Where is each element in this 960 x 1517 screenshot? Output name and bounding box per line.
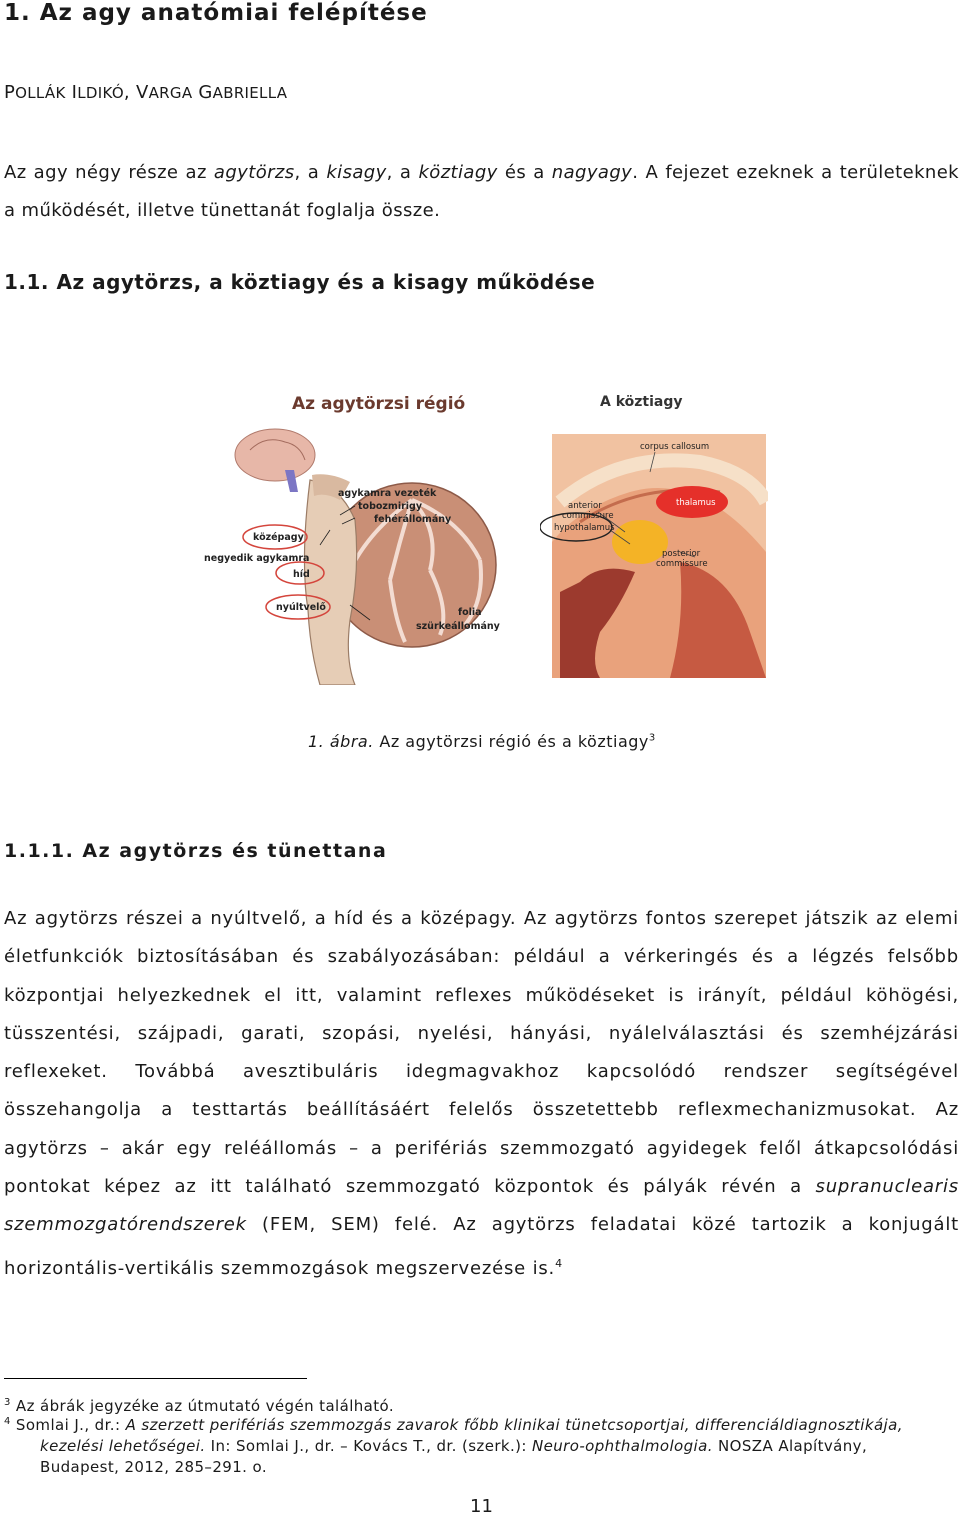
brainstem-illustration <box>190 420 520 685</box>
section-title: 1.1. Az agytörzs, a köztiagy és a kisagy működése <box>4 270 596 294</box>
body-paragraph: Az agytörzs részei a nyúltvelő, a híd és a középagy. Az agytörzs fontos szerepet játszik az elemi életfunkciók biztosításában és szabályozásában: például a vérkeringés és a légzés felsőbb központjai helyezkednek el itt, valamint reflexes működéseket is irányít, például köhögési, tüsszentési, szájpadi, garati, szopási, nyelési, hányási, nyálelválasztási és szemhéjzárási reflexeket. Továbbá avesztibuláris idegmagvakhoz kapcsolódó rendszer segítségével összehangolja a testtartás beállításáért felelős összetettebb reflexmechanizmusokat. Az agytörzs – akár egy reléállomás – a perifériás szemmozgató agyidegek felől átkapcsolódási pontokat képez az itt található szemmozgató központok és pályák révén a supranuclearis szemmozgatórendszerek (FEM, SEM) felé. Az agytörzs feladatai közé tartozik a konjugált horizontális-vertikális szemmozgások megszervezése is.$^4$ <box>4 908 959 1279</box>
authors: POLLÁK ILDIKÓ, VARGA GABRIELLA <box>4 82 288 103</box>
page-number: 11 <box>470 1496 493 1517</box>
label-thalamus: thalamus <box>676 498 716 508</box>
figure-left-title: Az agytörzsi régió <box>292 394 466 414</box>
footnote-4: $^4$ Somlai J., dr.: A szerzett perifériás szemmozgás zavarok főbb klinikai tünetcsoportjai, differenciáldiagnosztikája, kezelési lehetőségei. In: Somlai J., dr. – Kovács T., dr. (szerk.): Neuro-ophthalmologia. NOSZA Alapítvány, Budapest, 2012, 285–291. o. <box>4 1416 903 1476</box>
label-folia: folia <box>458 607 482 618</box>
label-medulla: nyúltvelő <box>276 602 326 613</box>
label-corpus-callosum: corpus callosum <box>640 442 710 452</box>
label-posterior: posterior <box>662 549 701 559</box>
footnote-3: $^3$ Az ábrák jegyzéke az útmutató végén található. <box>4 1397 395 1415</box>
chapter-title: 1. Az agy anatómiai felépítése <box>4 0 428 26</box>
subsection-title: 1.1.1. Az agytörzs és tünettana <box>4 840 388 862</box>
label-white-matter: fehérállomány <box>374 514 452 525</box>
label-posterior-commissure: commissure <box>656 559 708 569</box>
label-anterior: anterior <box>568 501 602 511</box>
footnote-ref-4[interactable]: 4 <box>555 1256 563 1270</box>
label-pons: híd <box>293 569 310 580</box>
figure-right-title: A köztiagy <box>600 394 683 410</box>
label-tectum: tobozmirigy <box>358 501 423 512</box>
label-midbrain: középagy <box>253 532 304 543</box>
label-hypothalamus: hypothalamus <box>554 523 615 533</box>
label-anterior-commissure: commissure <box>562 511 614 521</box>
diencephalon-illustration <box>540 432 768 680</box>
label-grey-matter: szürkeállomány <box>416 621 500 632</box>
figure-caption: 1. ábra. Az agytörzsi régió és a köztiagy$^3$ <box>308 732 656 751</box>
footnote-separator <box>4 1378 307 1379</box>
label-fourth-ventricle: negyedik agykamra <box>204 553 310 564</box>
label-aqueduct: agykamra vezeték <box>338 488 437 499</box>
intro-paragraph: Az agy négy része az agytörzs, a kisagy, a köztiagy és a nagyagy. A fejezet ezeknek a területeknek a működését, illetve tünettanát foglalja össze. <box>4 162 959 221</box>
